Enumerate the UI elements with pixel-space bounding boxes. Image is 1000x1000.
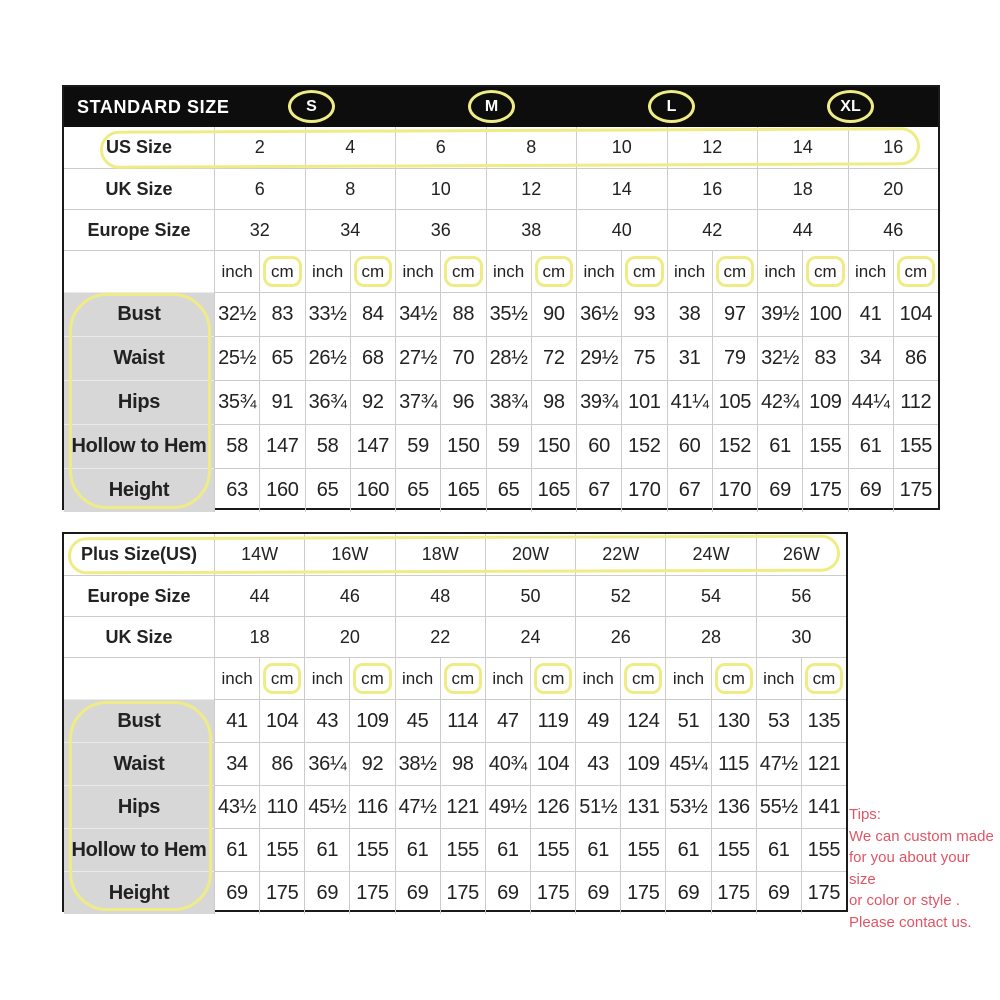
size-value-cell: 10 bbox=[576, 127, 667, 168]
measure-value-cell: 67 bbox=[667, 468, 712, 512]
measure-value-cell: 69 bbox=[848, 468, 893, 512]
tips-line: Please contact us. bbox=[849, 913, 972, 931]
size-value-cell: 56 bbox=[756, 575, 846, 616]
measure-value-cell: 26½ bbox=[305, 336, 350, 380]
measure-value-cell: 155 bbox=[259, 828, 304, 871]
measure-value-cell: 175 bbox=[711, 871, 756, 914]
row-europe-size bbox=[64, 575, 846, 616]
size-value-cell: 38 bbox=[486, 209, 577, 250]
measure-value-cell: 135 bbox=[801, 699, 846, 742]
measure-value-cell: 160 bbox=[350, 468, 395, 512]
standard-size-title: STANDARD SIZE bbox=[77, 96, 230, 117]
measure-value-cell: 109 bbox=[620, 742, 665, 785]
measure-value-cell: 47½ bbox=[756, 742, 801, 785]
measure-value-cell: 34 bbox=[848, 336, 893, 380]
measure-value-cell: 65 bbox=[395, 468, 440, 512]
measure-value-cell: 75 bbox=[621, 336, 666, 380]
measure-value-cell: 83 bbox=[802, 336, 847, 380]
measure-value-cell: 136 bbox=[711, 785, 756, 828]
unit-inch-cell: inch bbox=[304, 657, 349, 699]
size-value-cell: 28 bbox=[665, 616, 755, 657]
size-value-cell: 6 bbox=[214, 168, 305, 209]
unit-inch-cell: inch bbox=[848, 250, 893, 292]
unit-cm-cell: cm bbox=[712, 250, 757, 292]
measure-label: Hips bbox=[64, 785, 214, 828]
measure-value-cell: 131 bbox=[620, 785, 665, 828]
measure-value-cell: 65 bbox=[259, 336, 304, 380]
measure-value-cell: 83 bbox=[259, 292, 304, 336]
measure-value-cell: 104 bbox=[259, 699, 304, 742]
measure-label: Height bbox=[64, 871, 214, 914]
measure-value-cell: 141 bbox=[801, 785, 846, 828]
size-value-cell: 6 bbox=[395, 127, 486, 168]
size-value-cell: 18 bbox=[757, 168, 848, 209]
unit-inch-cell: inch bbox=[756, 657, 801, 699]
unit-cm-cell: cm bbox=[440, 657, 485, 699]
measure-value-cell: 150 bbox=[440, 424, 485, 468]
row-waist bbox=[64, 336, 938, 380]
standard-size-rows bbox=[64, 127, 938, 512]
measure-value-cell: 59 bbox=[395, 424, 440, 468]
measure-value-cell: 29½ bbox=[576, 336, 621, 380]
size-value-cell: 4 bbox=[305, 127, 396, 168]
row-us-size bbox=[64, 127, 938, 168]
measure-label: Bust bbox=[64, 699, 214, 742]
measure-value-cell: 63 bbox=[214, 468, 259, 512]
measure-value-cell: 98 bbox=[440, 742, 485, 785]
measure-value-cell: 109 bbox=[802, 380, 847, 424]
measure-value-cell: 61 bbox=[304, 828, 349, 871]
measure-value-cell: 155 bbox=[349, 828, 394, 871]
measure-value-cell: 31 bbox=[667, 336, 712, 380]
measure-value-cell: 47½ bbox=[395, 785, 440, 828]
unit-cm-cell: cm bbox=[620, 657, 665, 699]
size-value-cell: 16 bbox=[848, 127, 939, 168]
unit-cm-cell: cm bbox=[349, 657, 394, 699]
unit-cm-cell: cm bbox=[802, 250, 847, 292]
measure-label: Hollow to Hem bbox=[64, 424, 214, 468]
measure-value-cell: 32½ bbox=[757, 336, 802, 380]
measure-value-cell: 68 bbox=[350, 336, 395, 380]
measure-value-cell: 36¼ bbox=[304, 742, 349, 785]
measure-value-cell: 55½ bbox=[756, 785, 801, 828]
tips-line: for you about your size bbox=[849, 849, 970, 888]
standard-size-header bbox=[64, 87, 938, 127]
size-value-cell: 14W bbox=[214, 534, 304, 575]
unit-row-spacer bbox=[64, 250, 214, 292]
size-value-cell: 24 bbox=[485, 616, 575, 657]
measure-value-cell: 69 bbox=[757, 468, 802, 512]
measure-value-cell: 39½ bbox=[757, 292, 802, 336]
row-height bbox=[64, 468, 938, 512]
measure-value-cell: 61 bbox=[665, 828, 710, 871]
unit-inch-cell: inch bbox=[395, 250, 440, 292]
measure-value-cell: 38¾ bbox=[486, 380, 531, 424]
unit-cm-cell: cm bbox=[350, 250, 395, 292]
measure-value-cell: 91 bbox=[259, 380, 304, 424]
unit-cm-cell: cm bbox=[621, 250, 666, 292]
row-bust bbox=[64, 292, 938, 336]
size-value-cell: 8 bbox=[305, 168, 396, 209]
size-marker-xl: XL bbox=[827, 90, 874, 123]
measure-value-cell: 175 bbox=[530, 871, 575, 914]
measure-value-cell: 97 bbox=[712, 292, 757, 336]
size-value-cell: 46 bbox=[304, 575, 394, 616]
unit-cm-cell: cm bbox=[893, 250, 938, 292]
row-label: Plus Size(US) bbox=[80, 544, 198, 564]
measure-value-cell: 115 bbox=[711, 742, 756, 785]
measure-value-cell: 69 bbox=[665, 871, 710, 914]
measure-value-cell: 42¾ bbox=[757, 380, 802, 424]
size-value-cell: 14 bbox=[576, 168, 667, 209]
measure-value-cell: 170 bbox=[621, 468, 666, 512]
measure-value-cell: 155 bbox=[801, 828, 846, 871]
measure-value-cell: 175 bbox=[620, 871, 665, 914]
measure-value-cell: 170 bbox=[712, 468, 757, 512]
unit-inch-cell: inch bbox=[305, 250, 350, 292]
measure-value-cell: 98 bbox=[531, 380, 576, 424]
unit-inch-cell: inch bbox=[665, 657, 710, 699]
tips-note bbox=[849, 804, 999, 933]
standard-size-table bbox=[62, 85, 940, 510]
measure-value-cell: 130 bbox=[711, 699, 756, 742]
size-marker-m: M bbox=[468, 90, 515, 123]
row-hips bbox=[64, 785, 846, 828]
measure-value-cell: 112 bbox=[893, 380, 938, 424]
size-value-cell: 48 bbox=[395, 575, 485, 616]
measure-label: Height bbox=[64, 468, 214, 512]
size-value-cell: 32 bbox=[214, 209, 305, 250]
measure-value-cell: 124 bbox=[620, 699, 665, 742]
measure-value-cell: 61 bbox=[485, 828, 530, 871]
measure-value-cell: 36¾ bbox=[305, 380, 350, 424]
measure-value-cell: 155 bbox=[711, 828, 756, 871]
measure-value-cell: 96 bbox=[440, 380, 485, 424]
row-label: UK Size bbox=[64, 616, 214, 657]
measure-value-cell: 61 bbox=[395, 828, 440, 871]
unit-inch-cell: inch bbox=[214, 657, 259, 699]
size-value-cell: 42 bbox=[667, 209, 758, 250]
size-value-cell: 18W bbox=[395, 534, 485, 575]
measure-value-cell: 116 bbox=[349, 785, 394, 828]
measure-value-cell: 35½ bbox=[486, 292, 531, 336]
size-value-cell: 54 bbox=[665, 575, 755, 616]
measure-value-cell: 60 bbox=[576, 424, 621, 468]
measure-value-cell: 70 bbox=[440, 336, 485, 380]
size-value-cell: 46 bbox=[848, 209, 939, 250]
measure-value-cell: 152 bbox=[712, 424, 757, 468]
unit-inch-cell: inch bbox=[576, 250, 621, 292]
row-label: UK Size bbox=[64, 168, 214, 209]
measure-value-cell: 65 bbox=[305, 468, 350, 512]
size-value-cell: 24W bbox=[665, 534, 755, 575]
size-value-cell: 50 bbox=[485, 575, 575, 616]
measure-value-cell: 51 bbox=[665, 699, 710, 742]
measure-value-cell: 36½ bbox=[576, 292, 621, 336]
measure-value-cell: 33½ bbox=[305, 292, 350, 336]
row-bust bbox=[64, 699, 846, 742]
measure-value-cell: 43 bbox=[575, 742, 620, 785]
size-value-cell: 12 bbox=[486, 168, 577, 209]
unit-cm-cell: cm bbox=[531, 250, 576, 292]
measure-value-cell: 175 bbox=[893, 468, 938, 512]
measure-value-cell: 155 bbox=[893, 424, 938, 468]
size-value-cell: 20 bbox=[304, 616, 394, 657]
measure-value-cell: 69 bbox=[756, 871, 801, 914]
measure-value-cell: 92 bbox=[350, 380, 395, 424]
unit-inch-cell: inch bbox=[485, 657, 530, 699]
size-value-cell: 8 bbox=[486, 127, 577, 168]
measure-value-cell: 126 bbox=[530, 785, 575, 828]
measure-value-cell: 155 bbox=[620, 828, 665, 871]
plus-size-rows bbox=[64, 534, 846, 914]
measure-value-cell: 92 bbox=[349, 742, 394, 785]
measure-value-cell: 65 bbox=[486, 468, 531, 512]
measure-value-cell: 61 bbox=[756, 828, 801, 871]
measure-value-cell: 121 bbox=[440, 785, 485, 828]
measure-value-cell: 28½ bbox=[486, 336, 531, 380]
plus-size-table bbox=[62, 532, 848, 912]
measure-value-cell: 49 bbox=[575, 699, 620, 742]
unit-inch-cell: inch bbox=[486, 250, 531, 292]
size-value-cell: 26 bbox=[575, 616, 665, 657]
measure-value-cell: 61 bbox=[575, 828, 620, 871]
measure-value-cell: 104 bbox=[893, 292, 938, 336]
tips-title: Tips: bbox=[849, 806, 881, 823]
measure-value-cell: 47 bbox=[485, 699, 530, 742]
tips-lines bbox=[849, 826, 999, 934]
measure-value-cell: 61 bbox=[757, 424, 802, 468]
measure-label: Hips bbox=[64, 380, 214, 424]
size-value-cell: 20 bbox=[848, 168, 939, 209]
unit-row bbox=[64, 250, 938, 292]
measure-value-cell: 105 bbox=[712, 380, 757, 424]
size-value-cell: 36 bbox=[395, 209, 486, 250]
size-value-cell: 16 bbox=[667, 168, 758, 209]
measure-value-cell: 61 bbox=[214, 828, 259, 871]
size-value-cell: 20W bbox=[485, 534, 575, 575]
measure-value-cell: 53 bbox=[756, 699, 801, 742]
measure-value-cell: 72 bbox=[531, 336, 576, 380]
size-value-cell: 44 bbox=[757, 209, 848, 250]
row-plus-size-us bbox=[64, 534, 846, 575]
measure-label: Hollow to Hem bbox=[64, 828, 214, 871]
measure-value-cell: 100 bbox=[802, 292, 847, 336]
unit-inch-cell: inch bbox=[667, 250, 712, 292]
unit-cm-cell: cm bbox=[440, 250, 485, 292]
row-uk-size bbox=[64, 168, 938, 209]
measure-value-cell: 165 bbox=[440, 468, 485, 512]
size-marker-s: S bbox=[288, 90, 335, 123]
unit-inch-cell: inch bbox=[395, 657, 440, 699]
measure-label: Waist bbox=[64, 336, 214, 380]
measure-value-cell: 49½ bbox=[485, 785, 530, 828]
measure-value-cell: 45 bbox=[395, 699, 440, 742]
size-value-cell: 26W bbox=[756, 534, 846, 575]
unit-row bbox=[64, 657, 846, 699]
measure-value-cell: 150 bbox=[531, 424, 576, 468]
measure-label: Waist bbox=[64, 742, 214, 785]
measure-value-cell: 165 bbox=[531, 468, 576, 512]
size-value-cell: 10 bbox=[395, 168, 486, 209]
size-value-cell: 34 bbox=[305, 209, 396, 250]
measure-value-cell: 121 bbox=[801, 742, 846, 785]
measure-value-cell: 67 bbox=[576, 468, 621, 512]
measure-value-cell: 34 bbox=[214, 742, 259, 785]
size-value-cell: 22W bbox=[575, 534, 665, 575]
unit-inch-cell: inch bbox=[214, 250, 259, 292]
unit-row-spacer bbox=[64, 657, 214, 699]
size-value-cell: 18 bbox=[214, 616, 304, 657]
unit-inch-cell: inch bbox=[757, 250, 802, 292]
measure-value-cell: 114 bbox=[440, 699, 485, 742]
measure-value-cell: 27½ bbox=[395, 336, 440, 380]
size-value-cell: 12 bbox=[667, 127, 758, 168]
row-waist bbox=[64, 742, 846, 785]
measure-value-cell: 43 bbox=[304, 699, 349, 742]
measure-value-cell: 86 bbox=[259, 742, 304, 785]
size-value-cell: 44 bbox=[214, 575, 304, 616]
measure-value-cell: 175 bbox=[349, 871, 394, 914]
size-value-cell: 40 bbox=[576, 209, 667, 250]
measure-label: Bust bbox=[64, 292, 214, 336]
measure-value-cell: 41 bbox=[848, 292, 893, 336]
unit-cm-cell: cm bbox=[259, 250, 304, 292]
size-value-cell: 14 bbox=[757, 127, 848, 168]
tips-line: or color or style . bbox=[849, 892, 960, 909]
measure-value-cell: 40¾ bbox=[485, 742, 530, 785]
size-value-cell: 22 bbox=[395, 616, 485, 657]
measure-value-cell: 160 bbox=[259, 468, 304, 512]
measure-value-cell: 155 bbox=[802, 424, 847, 468]
measure-value-cell: 61 bbox=[848, 424, 893, 468]
row-height bbox=[64, 871, 846, 914]
row-label: Europe Size bbox=[64, 209, 214, 250]
measure-value-cell: 155 bbox=[530, 828, 575, 871]
tips-line: We can custom made bbox=[849, 827, 994, 845]
size-value-cell: 16W bbox=[304, 534, 394, 575]
measure-value-cell: 60 bbox=[667, 424, 712, 468]
row-hollow-to-hem bbox=[64, 424, 938, 468]
measure-value-cell: 84 bbox=[350, 292, 395, 336]
measure-value-cell: 69 bbox=[485, 871, 530, 914]
measure-value-cell: 25½ bbox=[214, 336, 259, 380]
measure-value-cell: 175 bbox=[440, 871, 485, 914]
size-value-cell: 52 bbox=[575, 575, 665, 616]
measure-value-cell: 147 bbox=[350, 424, 395, 468]
row-label: Europe Size bbox=[64, 575, 214, 616]
size-marker-l: L bbox=[648, 90, 695, 123]
unit-cm-cell: cm bbox=[259, 657, 304, 699]
measure-value-cell: 155 bbox=[440, 828, 485, 871]
measure-value-cell: 59 bbox=[486, 424, 531, 468]
measure-value-cell: 51½ bbox=[575, 785, 620, 828]
measure-value-cell: 44¼ bbox=[848, 380, 893, 424]
measure-value-cell: 41 bbox=[214, 699, 259, 742]
measure-value-cell: 93 bbox=[621, 292, 666, 336]
measure-value-cell: 38 bbox=[667, 292, 712, 336]
measure-value-cell: 175 bbox=[802, 468, 847, 512]
measure-value-cell: 152 bbox=[621, 424, 666, 468]
measure-value-cell: 69 bbox=[214, 871, 259, 914]
measure-value-cell: 79 bbox=[712, 336, 757, 380]
measure-value-cell: 58 bbox=[214, 424, 259, 468]
measure-value-cell: 86 bbox=[893, 336, 938, 380]
measure-value-cell: 69 bbox=[304, 871, 349, 914]
measure-value-cell: 69 bbox=[575, 871, 620, 914]
row-uk-size bbox=[64, 616, 846, 657]
measure-value-cell: 175 bbox=[259, 871, 304, 914]
measure-value-cell: 43½ bbox=[214, 785, 259, 828]
measure-value-cell: 39¾ bbox=[576, 380, 621, 424]
row-label: US Size bbox=[105, 137, 173, 157]
size-value-cell: 2 bbox=[214, 127, 305, 168]
unit-inch-cell: inch bbox=[575, 657, 620, 699]
measure-value-cell: 32½ bbox=[214, 292, 259, 336]
measure-value-cell: 34½ bbox=[395, 292, 440, 336]
measure-value-cell: 41¼ bbox=[667, 380, 712, 424]
measure-value-cell: 119 bbox=[530, 699, 575, 742]
unit-cm-cell: cm bbox=[801, 657, 846, 699]
size-value-cell: 30 bbox=[756, 616, 846, 657]
measure-value-cell: 88 bbox=[440, 292, 485, 336]
measure-value-cell: 109 bbox=[349, 699, 394, 742]
row-hollow-to-hem bbox=[64, 828, 846, 871]
measure-value-cell: 104 bbox=[530, 742, 575, 785]
unit-cm-cell: cm bbox=[530, 657, 575, 699]
measure-value-cell: 175 bbox=[801, 871, 846, 914]
measure-value-cell: 90 bbox=[531, 292, 576, 336]
row-europe-size bbox=[64, 209, 938, 250]
measure-value-cell: 110 bbox=[259, 785, 304, 828]
measure-value-cell: 147 bbox=[259, 424, 304, 468]
row-hips bbox=[64, 380, 938, 424]
measure-value-cell: 45½ bbox=[304, 785, 349, 828]
measure-value-cell: 45¼ bbox=[665, 742, 710, 785]
measure-value-cell: 58 bbox=[305, 424, 350, 468]
measure-value-cell: 53½ bbox=[665, 785, 710, 828]
measure-value-cell: 35¾ bbox=[214, 380, 259, 424]
measure-value-cell: 37¾ bbox=[395, 380, 440, 424]
measure-value-cell: 38½ bbox=[395, 742, 440, 785]
measure-value-cell: 69 bbox=[395, 871, 440, 914]
measure-value-cell: 101 bbox=[621, 380, 666, 424]
unit-cm-cell: cm bbox=[711, 657, 756, 699]
